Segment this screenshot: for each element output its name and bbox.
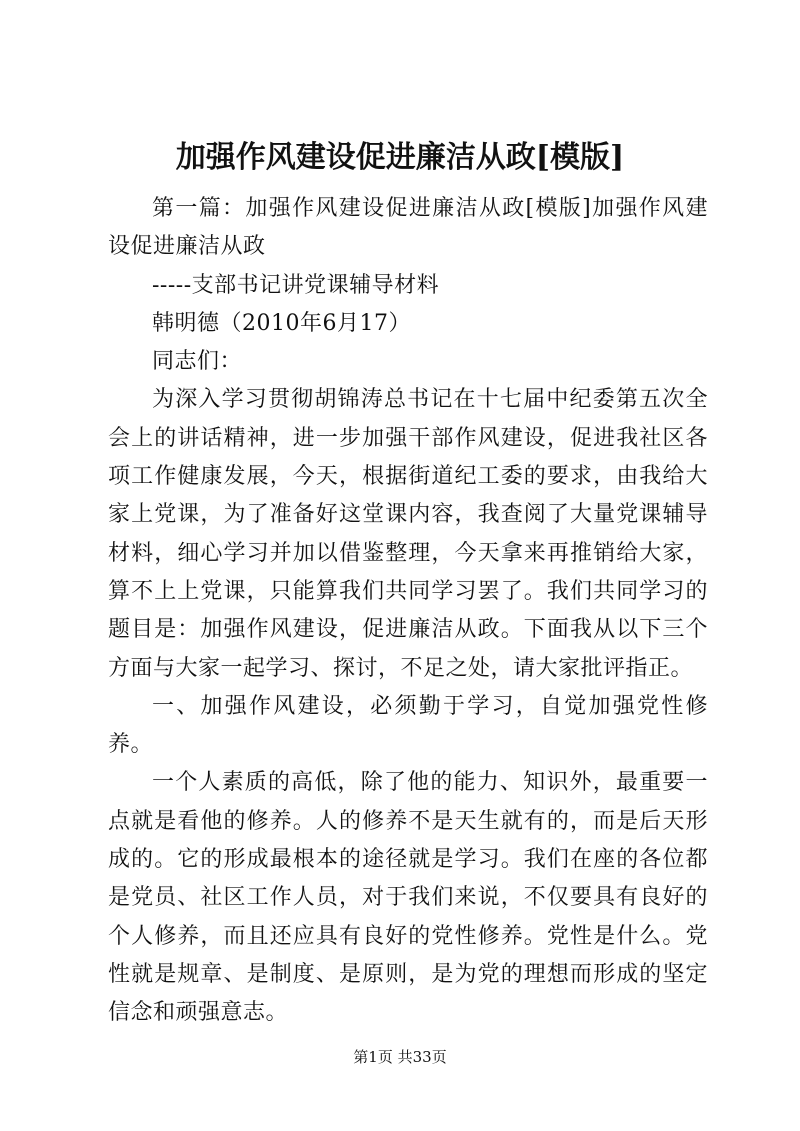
page-number-footer: 第1页 共33页 xyxy=(353,1048,447,1066)
document-body xyxy=(108,190,708,1033)
paragraph-subtitle: -----支部书记讲党课辅导材料 xyxy=(152,272,440,298)
paragraph-section-one-heading: 一、加强作风建设，必须勤于学习，自觉加强党性修养。 xyxy=(108,693,708,758)
document-title: 加强作风建设促进廉洁从政[模版] xyxy=(175,140,625,175)
paragraph-introduction: 为深入学习贯彻胡锦涛总书记在十七届中纪委第五次全会上的讲话精神，进一步加强干部作风建设，促进我社区各项工作健康发展，今天，根据街道纪工委的要求，由我给大家上党课，为了准备好这堂课内容，我查阅了大量党课辅导材料，细心学习并加以借鉴整理，今天拿来再推销给大家，算不上上党课，只能算我们共同学习罢了。我们共同学习的题目是：加强作风建设，促进廉洁从政。下面我从以下三个方面与大家一起学习、探讨，不足之处，请大家批评指正。 xyxy=(108,387,708,681)
paragraph-section-one-body: 一个人素质的高低，除了他的能力、知识外，最重要一点就是看他的修养。人的修养不是天生就有的，而是后天形成的。它的形成最根本的途径就是学习。我们在座的各位都是党员、社区工作人员，对于我们来说，不仅要具有良好的个人修养，而且还应具有良好的党性修养。党性是什么。党性就是规章、是制度、是原则，是为党的理想而形成的坚定信念和顽强意志。 xyxy=(108,770,708,1026)
paragraph-salutation: 同志们： xyxy=(152,349,243,375)
paragraph-heading: 第一篇：加强作风建设促进廉洁从政[模版]加强作风建设促进廉洁从政 xyxy=(108,196,708,260)
paragraph-author-date: 韩明德（2010年6月17） xyxy=(152,310,411,336)
